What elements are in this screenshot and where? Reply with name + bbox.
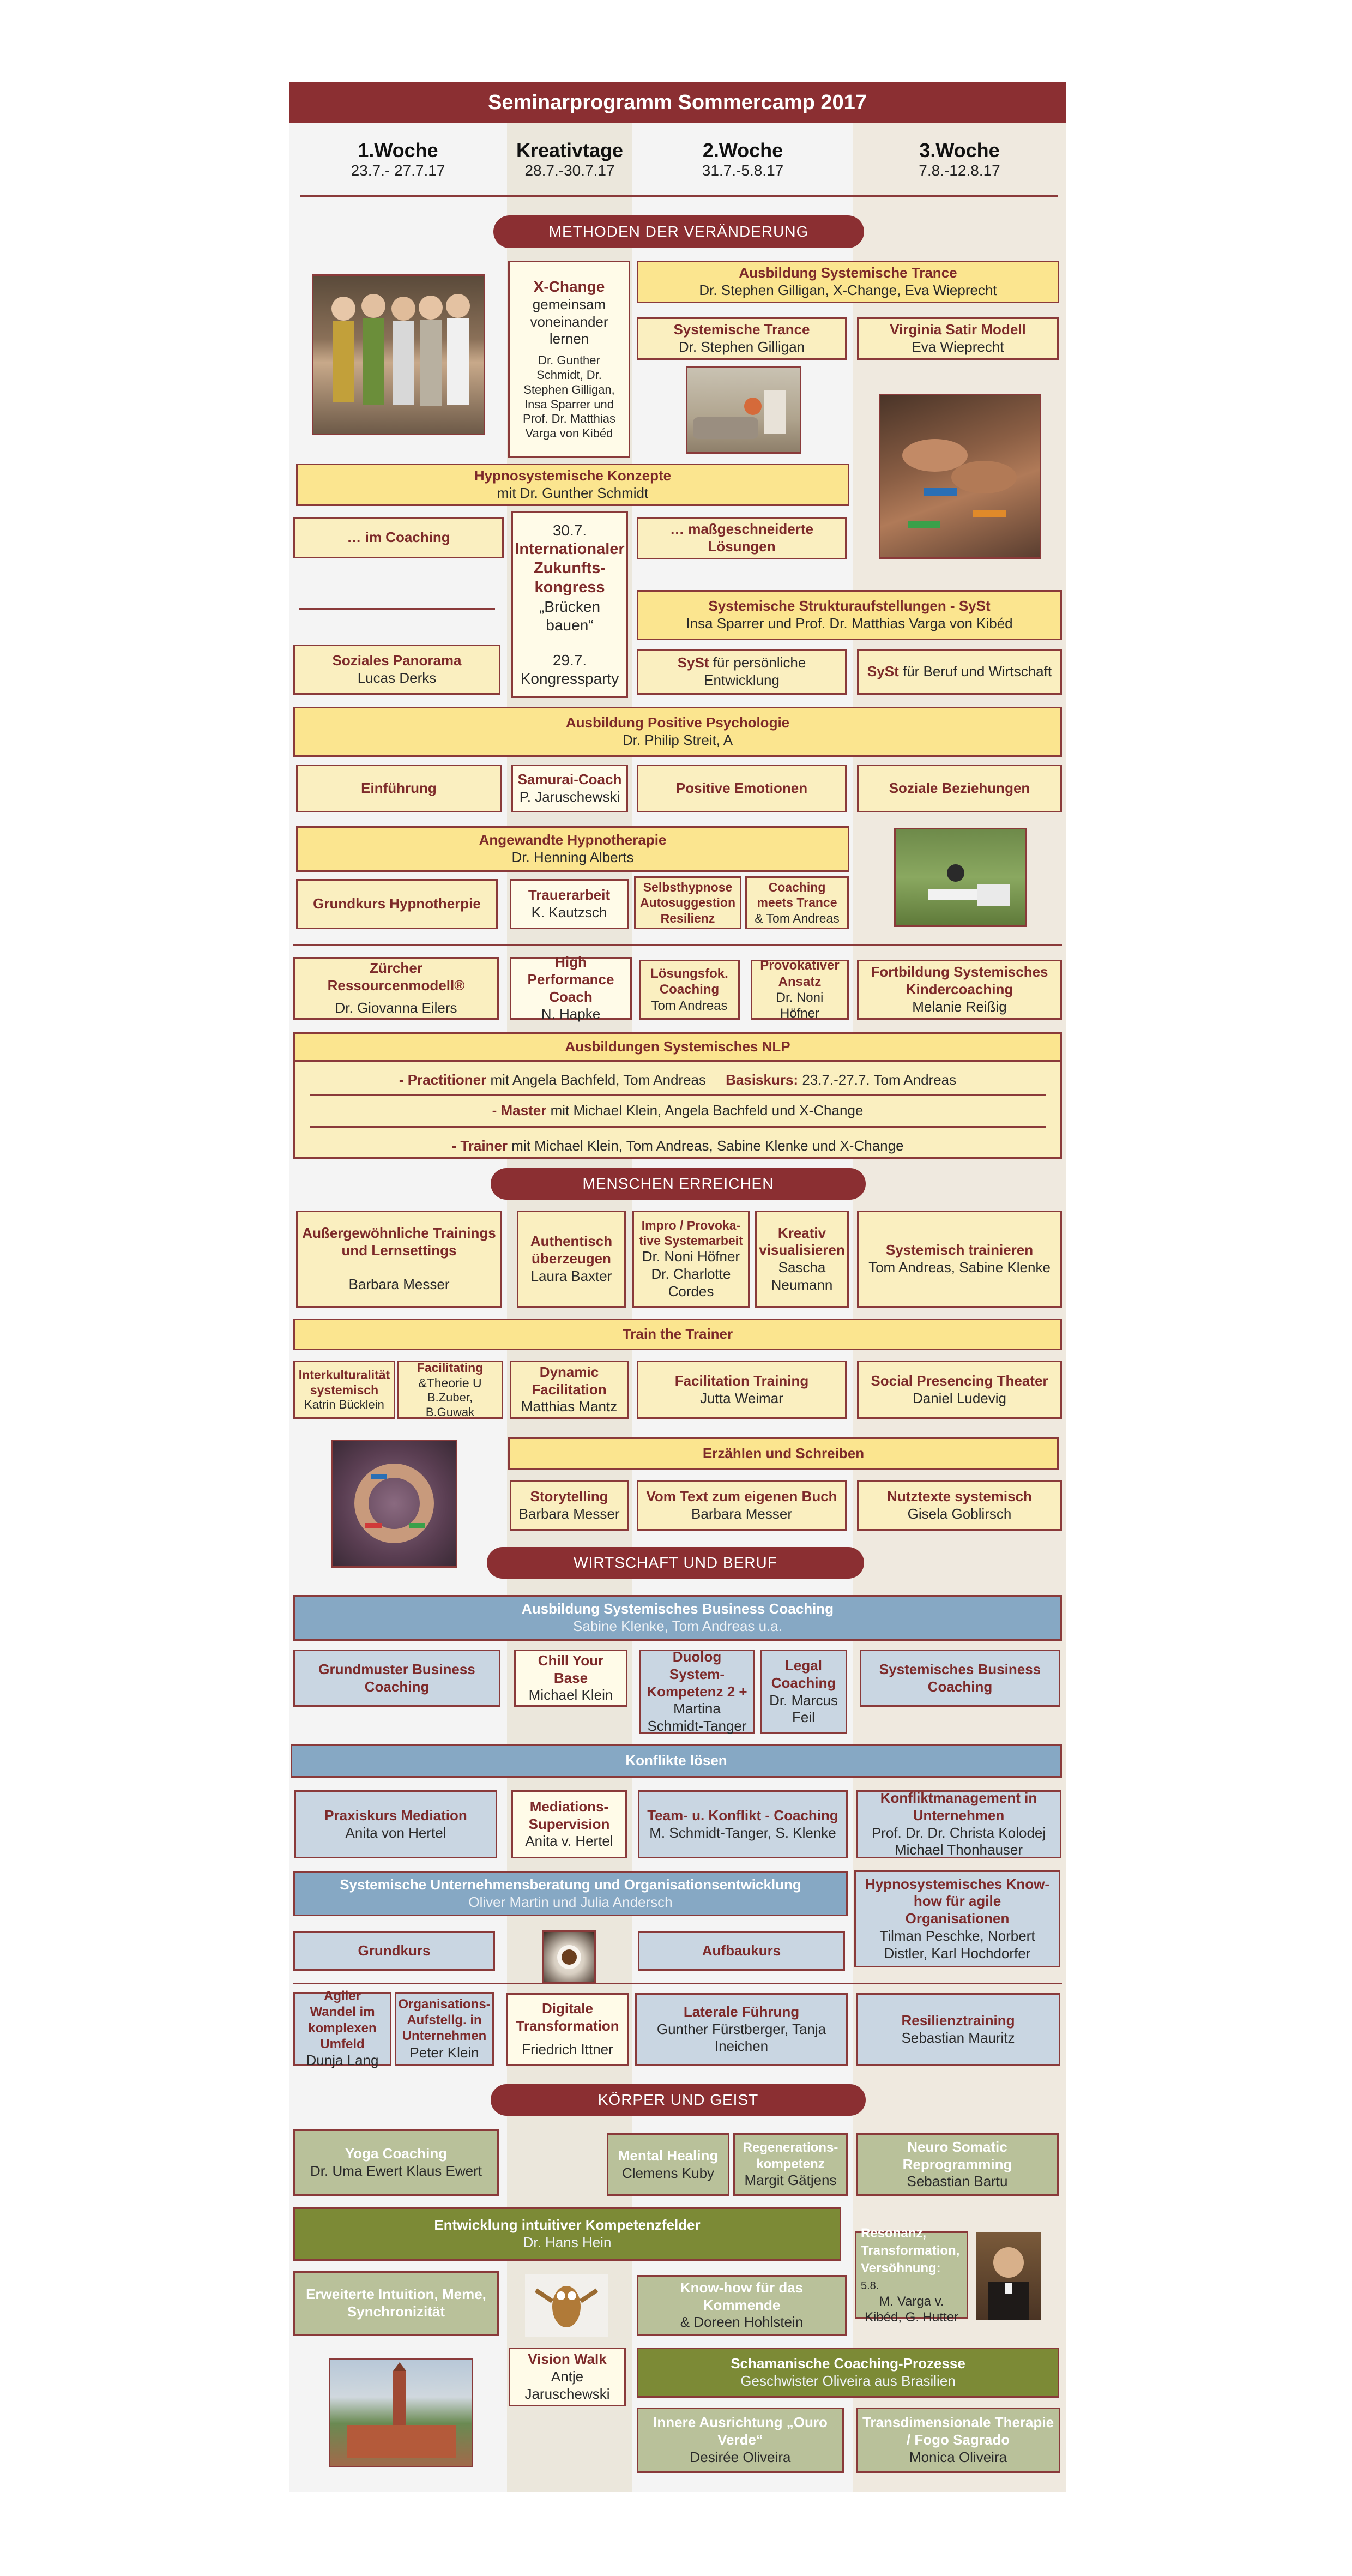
box-sub: Dr. Henning Alberts xyxy=(511,849,634,865)
box-sub: Dr. Uma Ewert Klaus Ewert xyxy=(310,2163,482,2179)
box-title: Fortbildung Systemisches Kindercoaching xyxy=(871,964,1048,998)
nlp-trainers: mit Michael Klein, Angela Bachfeld und X-Change xyxy=(546,1102,864,1119)
party-label: Kongressparty xyxy=(520,670,619,688)
ausbildungen-systemisches-nlp[interactable] xyxy=(293,1032,1062,1159)
week-header-kreativtage xyxy=(507,139,632,179)
box-title: SySt xyxy=(867,663,899,680)
kongress-title: Internationaler Zukunfts-kongress xyxy=(515,540,625,597)
schamanische-coaching-prozesse[interactable] xyxy=(637,2348,1059,2398)
portrait-photo xyxy=(976,2232,1041,2320)
box-title: Soziale Beziehungen xyxy=(889,780,1030,797)
page-title: Seminarprogramm Sommercamp 2017 xyxy=(289,82,1066,123)
box-people: B.Zuber, B.Guwak xyxy=(425,1390,475,1419)
box-sub: Katrin Bücklein xyxy=(304,1398,384,1412)
konfliktmanagement-in-unternehmen[interactable] xyxy=(856,1790,1061,1858)
box-sub: für Beruf und Wirtschaft xyxy=(902,663,1052,680)
nlp-level: - Practitioner xyxy=(399,1071,487,1088)
massgeschneiderte-loesungen[interactable] xyxy=(637,517,847,559)
box-title: Agiler Wandel im komplexen Umfeld xyxy=(308,1989,377,2051)
aufbaukurs[interactable] xyxy=(638,1931,845,1971)
box-sub: Dr. Stephen Gilligan, X-Change, Eva Wieprecht xyxy=(699,282,997,298)
angewandte-hypnotherapie[interactable] xyxy=(296,826,849,872)
box-sub: Dr. Giovanna Eilers xyxy=(335,1000,457,1016)
box-sub: Anita von Hertel xyxy=(345,1824,446,1841)
box-sub: Melanie Reißig xyxy=(912,998,1007,1015)
systemische-strukturaufstellungen[interactable] xyxy=(637,590,1062,640)
resonanz-transformation-versoehnung[interactable] xyxy=(855,2226,968,2325)
box-title: Yoga Coaching xyxy=(345,2145,448,2162)
nlp-trainers: mit Angela Bachfeld, Tom Andreas xyxy=(486,1071,706,1088)
box-title: Impro / Provoka-tive Systemarbeit xyxy=(639,1218,743,1248)
box-sub: Desirée Oliveira xyxy=(690,2448,791,2465)
box-sub: Peter Klein xyxy=(409,2044,479,2061)
kongress-date: 30.7. xyxy=(552,521,587,539)
praxiskurs-mediation[interactable] xyxy=(294,1790,497,1858)
soziale-beziehungen[interactable] xyxy=(857,765,1062,812)
box-title: Dynamic Facilitation xyxy=(532,1363,607,1398)
chill-your-base[interactable] xyxy=(514,1650,627,1707)
box-sub: Sabine Klenke, Tom Andreas u.a. xyxy=(573,1618,782,1634)
box-title: Trauerarbeit xyxy=(528,887,611,904)
box-sub: Jutta Weimar xyxy=(700,1389,783,1406)
week-header-2 xyxy=(632,139,853,179)
systemische-trance[interactable] xyxy=(637,317,847,360)
mediations-supervision[interactable] xyxy=(511,1790,627,1858)
nlp-level: - Trainer xyxy=(451,1137,508,1154)
coffee-cup xyxy=(544,1932,594,1982)
divider-line xyxy=(293,944,1062,946)
box-title: Resilienztraining xyxy=(901,2012,1015,2029)
box-sub: Prof. Dr. Dr. Christa Kolodej Michael Thonhauser xyxy=(871,1824,1046,1858)
box-title: Duolog System-Kompetenz 2 + xyxy=(647,1648,747,1700)
hands-circle-figures xyxy=(333,1441,456,1566)
box-sub: Gunther Fürstberger, Tanja Ineichen xyxy=(656,2020,826,2055)
week-name: Kreativtage xyxy=(516,139,624,161)
week-dates: 31.7.-5.8.17 xyxy=(702,162,784,179)
yoga-coaching[interactable] xyxy=(293,2129,499,2196)
organisations-aufstellung[interactable] xyxy=(395,1992,494,2066)
ausbildung-positive-psychologie[interactable] xyxy=(293,707,1062,757)
nlp-trainers: mit Michael Klein, Tom Andreas, Sabine Klenke und X-Change xyxy=(508,1137,904,1154)
zukunftskongress-box[interactable] xyxy=(511,511,628,698)
high-performance-coach[interactable] xyxy=(510,954,632,1022)
week-dates: 28.7.-30.7.17 xyxy=(524,162,615,179)
box-sub: Martina Schmidt-Tanger xyxy=(647,1700,747,1735)
box-sub: Gisela Goblirsch xyxy=(907,1506,1012,1522)
garden-photo xyxy=(894,828,1027,927)
box-title: Authentisch überzeugen xyxy=(530,1233,613,1267)
trauerarbeit[interactable] xyxy=(510,879,629,929)
social-presencing-theater[interactable] xyxy=(857,1361,1062,1419)
grundkurs[interactable] xyxy=(293,1931,495,1971)
divider-line xyxy=(293,1983,1062,1984)
trance-photo xyxy=(686,366,801,454)
transdimensionale-therapie[interactable] xyxy=(856,2408,1060,2473)
town-photo xyxy=(329,2358,473,2467)
box-title: Innere Ausrichtung „Ouro Verde“ xyxy=(653,2414,828,2448)
week-dates: 7.8.-12.8.17 xyxy=(919,162,1000,179)
box-title: Facilitating xyxy=(417,1360,484,1375)
box-sub: Dr. Hans Hein xyxy=(523,2234,612,2250)
box-title: Team- u. Konflikt - Coaching xyxy=(647,1807,838,1823)
box-title: Außergewöhnliche Trainings und Lernsettings xyxy=(302,1225,496,1259)
box-sub: Dr. Philip Streit, A xyxy=(622,732,733,748)
nutztexte-systemisch[interactable] xyxy=(857,1480,1062,1531)
box-title: Mental Healing xyxy=(618,2147,719,2164)
box-title: Erweiterte Intuition, Meme, Synchronizität xyxy=(306,2286,486,2320)
virginia-satir-modell[interactable] xyxy=(857,317,1059,360)
innere-ausrichtung-ouro-verde[interactable] xyxy=(637,2408,844,2473)
box-sub: Antje Jaruschewski xyxy=(524,2368,610,2402)
provokativer-ansatz[interactable] xyxy=(751,960,849,1020)
box-date: 5.8. xyxy=(861,2280,879,2292)
box-sub: Daniel Ludevig xyxy=(912,1389,1006,1406)
box-sub: Matthias Mantz xyxy=(521,1398,618,1415)
box-sub: Barbara Messer xyxy=(348,1275,450,1292)
box-text xyxy=(861,2224,962,2294)
box-title: Zürcher Ressourcenmodell® xyxy=(327,959,465,994)
impro-provokative-systemarbeit[interactable] xyxy=(632,1211,750,1308)
regenerationskompetenz[interactable] xyxy=(733,2133,848,2196)
box-sub: Geschwister Oliveira aus Brasilien xyxy=(740,2373,956,2389)
vom-text-zum-eigenen-buch[interactable] xyxy=(637,1480,847,1531)
fortbildung-kindercoaching[interactable] xyxy=(857,960,1062,1020)
duolog-system-kompetenz[interactable] xyxy=(639,1650,755,1734)
erweiterte-intuition[interactable] xyxy=(293,2271,499,2336)
box-sub: &Theorie U xyxy=(418,1375,482,1390)
box-sub: Dr. Marcus Feil xyxy=(769,1692,838,1726)
box-sub: Eva Wieprecht xyxy=(912,339,1004,355)
week-name: 2.Woche xyxy=(702,139,783,161)
facilitating-theorie-u[interactable] xyxy=(397,1361,503,1419)
box-title: Erzählen und Schreiben xyxy=(702,1445,865,1462)
nlp-trainer xyxy=(451,1137,903,1155)
box-title: Coaching meets Trance xyxy=(757,880,837,910)
nlp-level: - Master xyxy=(492,1102,547,1119)
box-title: Grundkurs xyxy=(358,1942,431,1959)
box-sub: Clemens Kuby xyxy=(621,2164,715,2181)
group-photo xyxy=(312,274,485,435)
box-title: Entwicklung intuitiver Kompetenzfelder xyxy=(434,2217,701,2234)
authentisch-ueberzeugen[interactable] xyxy=(517,1211,626,1308)
box-title: Vision Walk xyxy=(528,2351,607,2368)
hands-photo-figures xyxy=(880,395,1040,557)
box-sub: Barbara Messer xyxy=(691,1506,792,1522)
trance-photo-figures xyxy=(687,368,800,452)
box-title: Train the Trainer xyxy=(622,1326,733,1343)
hands-photo xyxy=(879,394,1041,559)
loesungsfok-coaching[interactable] xyxy=(639,960,740,1020)
resilienztraining[interactable] xyxy=(856,1993,1060,2066)
box-title: Know-how für das Kommende xyxy=(680,2279,804,2313)
box-title: Organisations-Aufstellg. in Unternehmen xyxy=(398,1996,491,2044)
box-sub: & Tom Andreas xyxy=(755,911,840,925)
group-photo-figures xyxy=(313,276,484,434)
aussergewoehnliche-trainings[interactable] xyxy=(296,1211,502,1308)
box-title: Schamanische Coaching-Prozesse xyxy=(731,2355,965,2372)
section-menschen: MENSCHEN ERREICHEN xyxy=(491,1168,866,1200)
box-title: Facilitation Training xyxy=(674,1372,809,1389)
coffee-photo xyxy=(542,1930,596,1983)
nlp-header: Ausbildungen Systemisches NLP xyxy=(295,1034,1060,1062)
box-sub: K. Kautzsch xyxy=(531,904,607,920)
town-figure xyxy=(330,2360,472,2466)
vision-walk[interactable] xyxy=(509,2348,626,2406)
ausbildung-systemisches-business-coaching[interactable] xyxy=(293,1595,1062,1641)
box-sub: Dr. Stephen Gilligan xyxy=(678,339,805,355)
box-sub: N. Hapke xyxy=(541,1006,601,1022)
train-the-trainer[interactable] xyxy=(293,1319,1062,1350)
laterale-fuehrung[interactable] xyxy=(635,1993,848,2066)
box-sub: Friedrich Ittner xyxy=(522,2041,613,2058)
samurai-coach[interactable] xyxy=(511,765,628,812)
box-sub: Monica Oliveira xyxy=(909,2448,1007,2465)
xchange-title: X-Change xyxy=(533,278,605,295)
box-title: Virginia Satir Modell xyxy=(890,321,1026,338)
nlp-basiskurs: Basiskurs: xyxy=(726,1071,799,1088)
box-title: Hypnosystemisches Know-how für agile Organisationen xyxy=(865,1875,1050,1927)
box-title: Konfliktmanagement in Unternehmen xyxy=(880,1790,1037,1823)
box-title: Einführung xyxy=(361,780,437,797)
box-title: Soziales Panorama xyxy=(332,652,462,669)
soziales-panorama[interactable] xyxy=(293,645,500,695)
box-title: Digitale Transformation xyxy=(516,2000,619,2034)
grundmuster-business-coaching[interactable] xyxy=(293,1650,500,1707)
box-title: Grundkurs Hypnotherpie xyxy=(313,895,481,912)
box-text xyxy=(867,663,1052,681)
box-title: Kreativ visualisieren xyxy=(759,1224,845,1259)
positive-emotionen[interactable] xyxy=(637,765,847,812)
box-title: Ausbildung Positive Psychologie xyxy=(565,714,790,731)
box-title: Mediations-Supervision xyxy=(528,1798,610,1832)
box-sub: Insa Sparrer und Prof. Dr. Matthias Varga von Kibéd xyxy=(686,615,1013,631)
box-title: Interkulturalität systemisch xyxy=(298,1368,390,1398)
xchange-people: Dr. Gunther Schmidt, Dr. Stephen Gilligan, Insa Sparrer und Prof. Dr. Matthias Varga von Kibéd xyxy=(523,353,615,441)
box-title: Positive Emotionen xyxy=(675,780,808,797)
box-title: Konflikte lösen xyxy=(625,1752,727,1769)
box-title: Aufbaukurs xyxy=(702,1942,781,1959)
box-sub: Sascha Neumann xyxy=(771,1259,833,1293)
box-sub: M. Schmidt-Tanger, S. Klenke xyxy=(649,1824,836,1841)
box-title: Provokativer Ansatz xyxy=(760,958,840,989)
box-title: Storytelling xyxy=(530,1488,608,1505)
konflikte-loesen[interactable] xyxy=(291,1744,1062,1778)
divider-line xyxy=(299,608,495,610)
syst-beruf-wirtschaft[interactable] xyxy=(857,649,1062,695)
box-title: Regenerations-kompetenz xyxy=(743,2140,838,2171)
box-sub: Dunja Lang xyxy=(306,2052,379,2069)
week-dates: 23.7.- 27.7.17 xyxy=(351,162,445,179)
team-konflikt-coaching[interactable] xyxy=(638,1790,848,1858)
box-title: … maßgeschneiderte Lösungen xyxy=(670,521,813,555)
section-methoden: METHODEN DER VERÄNDERUNG xyxy=(493,215,864,248)
hypnosystemische-konzepte[interactable] xyxy=(296,464,849,506)
box-title: Transdimensionale Therapie / Fogo Sagrado xyxy=(862,2414,1054,2448)
owl-photo xyxy=(525,2274,608,2337)
nlp-basiskurs-info: 23.7.-27.7. Tom Andreas xyxy=(798,1071,957,1088)
box-sub: M. Varga v. Kibéd, G. Hutter xyxy=(864,2294,959,2325)
box-title: … im Coaching xyxy=(347,529,450,546)
garden-photo-figures xyxy=(896,829,1025,925)
box-title: Chill Your Base xyxy=(538,1652,604,1686)
kreativ-visualisieren[interactable] xyxy=(755,1211,849,1308)
box-sub: Oliver Martin und Julia Andersch xyxy=(468,1894,673,1910)
legal-coaching[interactable] xyxy=(760,1650,847,1734)
owl-figure xyxy=(525,2274,608,2337)
hypnosystemisches-know-how-agile[interactable] xyxy=(854,1870,1060,1967)
xchange-box[interactable] xyxy=(508,261,630,458)
box-sub: Tom Andreas xyxy=(651,998,728,1013)
box-title: Lösungsfok. Coaching xyxy=(650,966,728,997)
box-title: Resonanz, Transformation, Versöhnung: xyxy=(861,2226,960,2276)
box-title: Systemisch trainieren xyxy=(885,1242,1034,1259)
box-sub: Anita v. Hertel xyxy=(525,1833,613,1850)
facilitation-training[interactable] xyxy=(637,1361,847,1419)
xchange-subtitle: gemeinsam voneinander lernen xyxy=(530,296,608,347)
party-date: 29.7. xyxy=(552,652,587,669)
divider-line xyxy=(310,1126,1046,1128)
box-title: Selbsthypnose Autosuggestion Resilienz xyxy=(639,880,736,925)
box-title: Laterale Führung xyxy=(683,2003,800,2020)
box-title: High Performance Coach xyxy=(527,954,614,1005)
ausbildung-systemische-trance[interactable] xyxy=(637,261,1059,303)
einfuehrung[interactable] xyxy=(296,765,502,812)
box-title: Ausbildung Systemisches Business Coaching xyxy=(521,1600,834,1617)
header-divider xyxy=(300,195,1058,197)
kongress-motto: „Brücken bauen“ xyxy=(539,598,601,634)
divider-line xyxy=(310,1094,1046,1096)
box-sub: Lucas Derks xyxy=(357,670,437,686)
erzaehlen-und-schreiben[interactable] xyxy=(508,1437,1059,1470)
selbsthypnose[interactable] xyxy=(634,876,741,929)
box-sub: P. Jaruschewski xyxy=(519,789,620,805)
week-name: 1.Woche xyxy=(358,139,438,161)
section-koerper: KÖRPER UND GEIST xyxy=(491,2084,866,2116)
box-title: SySt xyxy=(677,654,709,671)
box-sub: Michael Klein xyxy=(528,1687,613,1704)
box-title: Systemisches Business Coaching xyxy=(879,1660,1041,1695)
box-title: Social Presencing Theater xyxy=(871,1372,1048,1389)
zuercher-ressourcenmodell[interactable] xyxy=(293,957,499,1020)
digitale-transformation[interactable] xyxy=(506,1993,629,2066)
section-wirtschaft: WIRTSCHAFT UND BERUF xyxy=(487,1547,864,1579)
box-text xyxy=(643,654,841,689)
box-title: Hypnosystemische Konzepte xyxy=(474,467,672,484)
box-sub: Sebastian Mauritz xyxy=(901,2029,1015,2046)
box-sub: & Doreen Hohlstein xyxy=(680,2314,804,2331)
syst-persoenliche-entwicklung[interactable] xyxy=(637,649,847,695)
box-title: Neuro Somatic Reprogramming xyxy=(902,2138,1012,2172)
nlp-practitioner xyxy=(399,1072,956,1089)
box-sub: Margit Gätjens xyxy=(744,2171,837,2188)
grundkurs-hypnotherpie[interactable] xyxy=(296,879,498,929)
neuro-somatic-reprogramming[interactable] xyxy=(856,2133,1059,2196)
box-title: Nutztexte systemisch xyxy=(887,1488,1032,1505)
box-title: Angewandte Hypnotherapie xyxy=(479,832,667,848)
systemisch-trainieren[interactable] xyxy=(857,1211,1062,1308)
box-sub: Laura Baxter xyxy=(530,1267,612,1284)
agiler-wandel[interactable] xyxy=(293,1989,391,2069)
mental-healing[interactable] xyxy=(607,2133,729,2196)
box-sub: Sebastian Bartu xyxy=(907,2173,1008,2190)
box-sub: für persönliche Entwicklung xyxy=(704,654,806,688)
storytelling[interactable] xyxy=(510,1480,629,1531)
box-title: Praxiskurs Mediation xyxy=(324,1807,467,1823)
week-name: 3.Woche xyxy=(919,139,1000,161)
systemisches-business-coaching[interactable] xyxy=(860,1650,1060,1707)
interkulturalitaet-systemisch[interactable] xyxy=(293,1361,395,1419)
box-title: Vom Text zum eigenen Buch xyxy=(646,1488,837,1505)
week-header-3 xyxy=(853,139,1066,179)
week-header-1 xyxy=(289,139,507,179)
box-title: Legal Coaching xyxy=(771,1657,836,1691)
systemische-unternehmensberatung[interactable] xyxy=(293,1871,848,1916)
box-title: Grundmuster Business Coaching xyxy=(318,1660,475,1695)
portrait-figure xyxy=(976,2232,1041,2320)
know-how-fuer-das-kommende[interactable] xyxy=(637,2275,847,2336)
box-sub: mit Dr. Gunther Schmidt xyxy=(497,485,649,501)
box-title: Systemische Trance xyxy=(673,321,810,338)
box-sub: Dr. Noni Höfner xyxy=(776,990,824,1021)
nlp-master xyxy=(492,1102,864,1120)
hands-circle-photo xyxy=(331,1440,457,1568)
box-sub: Dr. Noni Höfner Dr. Charlotte Cordes xyxy=(642,1248,740,1299)
dynamic-facilitation[interactable] xyxy=(510,1361,629,1419)
box-sub: Tom Andreas, Sabine Klenke xyxy=(868,1259,1051,1275)
box-title: Ausbildung Systemische Trance xyxy=(739,264,957,281)
box-sub: Barbara Messer xyxy=(518,1506,620,1522)
box-title: Systemische Strukturaufstellungen - SySt xyxy=(708,598,991,615)
box-title: Samurai-Coach xyxy=(517,771,622,788)
coaching-meets-trance[interactable] xyxy=(745,876,849,929)
im-coaching[interactable] xyxy=(293,517,504,558)
box-sub: Tilman Peschke, Norbert Distler, Karl Hochdorfer xyxy=(879,1927,1035,1961)
entwicklung-intuitiver-kompetenzfelder[interactable] xyxy=(293,2207,841,2261)
box-title: Systemische Unternehmensberatung und Organisationsentwicklung xyxy=(340,1876,801,1893)
